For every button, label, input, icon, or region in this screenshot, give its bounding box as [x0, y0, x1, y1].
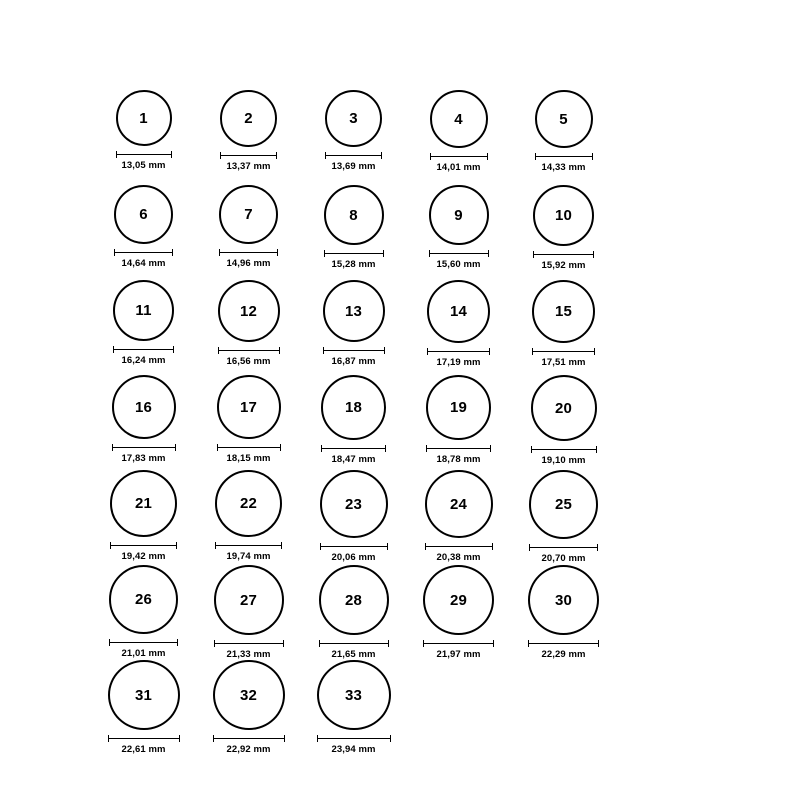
measure-bar [218, 350, 280, 351]
diameter-measure-line [529, 543, 598, 551]
ring-circle [532, 280, 595, 343]
ring-size-label: 5 [559, 110, 568, 128]
ring-circle [213, 660, 285, 730]
ring-size-cell [201, 565, 296, 660]
diameter-measure-line [423, 639, 494, 647]
diameter-measure-line [531, 445, 597, 453]
ring-circle [426, 375, 491, 440]
diameter-value: 18,47 mm [331, 454, 376, 465]
ring-size-cell [411, 375, 506, 470]
ring-size-cell [96, 90, 191, 185]
ring-size-label: 32 [239, 686, 258, 704]
measure-bar [214, 643, 284, 644]
diameter-measure-line [110, 541, 177, 549]
ring-circle [535, 90, 593, 148]
ring-circle [323, 280, 385, 342]
ring-circle [319, 565, 389, 635]
diameter-value: 17,19 mm [436, 357, 481, 368]
ring-size-label: 29 [449, 591, 468, 609]
diameter-measure-line [535, 152, 593, 160]
ring-circle [324, 185, 384, 245]
ring-size-label: 25 [554, 496, 573, 513]
measure-bar [217, 447, 281, 448]
measure-bar [533, 254, 594, 255]
ring-size-label: 4 [454, 110, 463, 128]
diameter-measure-line [528, 639, 599, 647]
ring-size-cell [306, 375, 401, 470]
ring-size-label: 7 [244, 206, 253, 223]
diameter-measure-line [215, 541, 282, 549]
diameter-measure-line [220, 151, 277, 159]
ring-size-label: 27 [239, 591, 258, 609]
diameter-value: 20,70 mm [541, 553, 586, 564]
ring-size-label: 10 [554, 207, 573, 224]
diameter-value: 14,33 mm [541, 162, 586, 173]
ring-size-cell [411, 90, 506, 185]
ring-circle [113, 280, 174, 341]
ring-size-cell [201, 90, 296, 185]
ring-circle [528, 565, 599, 635]
diameter-value: 19,42 mm [121, 551, 166, 562]
measure-bar [317, 738, 391, 739]
ring-circle [317, 660, 391, 730]
ring-size-label: 14 [449, 303, 468, 320]
ring-circle [114, 185, 173, 244]
ring-size-label: 18 [344, 399, 363, 416]
measure-bar [319, 643, 389, 644]
ring-circle [423, 565, 494, 635]
ring-size-cell [411, 565, 506, 660]
diameter-measure-line [217, 443, 281, 451]
ring-size-cell [411, 470, 506, 565]
ring-size-label: 31 [134, 686, 153, 704]
diameter-value: 23,94 mm [331, 744, 376, 755]
diameter-measure-line [112, 443, 176, 451]
ring-size-label: 13 [344, 302, 363, 320]
ring-size-cell [306, 90, 401, 185]
diameter-value: 21,33 mm [226, 649, 271, 660]
ring-size-cell [201, 185, 296, 280]
diameter-value: 16,56 mm [226, 356, 271, 367]
measure-bar [321, 448, 386, 449]
measure-bar [113, 349, 174, 350]
ring-circle [116, 90, 172, 146]
measure-bar [430, 156, 488, 157]
measure-bar [425, 546, 493, 547]
diameter-measure-line [214, 639, 284, 647]
ring-size-label: 19 [449, 399, 468, 416]
ring-size-cell [201, 375, 296, 470]
ring-size-cell [96, 185, 191, 280]
diameter-value: 21,01 mm [121, 648, 166, 659]
ring-circle [219, 185, 278, 244]
ring-size-cell [96, 470, 191, 565]
ring-size-cell [96, 280, 191, 375]
ring-circle [321, 375, 386, 440]
diameter-value: 22,61 mm [121, 744, 166, 755]
measure-bar [215, 545, 282, 546]
diameter-measure-line [429, 249, 489, 257]
ring-circle [320, 470, 388, 538]
ring-size-cell [516, 90, 611, 185]
ring-size-cell [96, 375, 191, 470]
ring-size-label: 22 [239, 495, 258, 512]
diameter-measure-line [320, 542, 388, 550]
ring-size-label: 30 [554, 591, 573, 609]
ring-circle [109, 565, 178, 634]
diameter-value: 17,83 mm [121, 453, 166, 464]
diameter-measure-line [427, 347, 490, 355]
ring-size-label: 21 [134, 495, 153, 512]
ring-size-cell [411, 280, 506, 375]
ring-size-cell [306, 280, 401, 375]
diameter-value: 22,29 mm [541, 649, 586, 660]
measure-bar [220, 155, 277, 156]
ring-size-label: 2 [244, 110, 253, 127]
measure-bar [116, 154, 172, 155]
ring-size-cell [411, 185, 506, 280]
ring-size-label: 1 [139, 109, 148, 127]
ring-circle [425, 470, 493, 538]
diameter-measure-line [321, 444, 386, 452]
diameter-value: 15,28 mm [331, 259, 376, 270]
measure-bar [325, 155, 382, 156]
measure-bar [114, 252, 173, 253]
ring-circle [215, 470, 282, 537]
diameter-measure-line [533, 250, 594, 258]
ring-circle [112, 375, 176, 439]
diameter-value: 15,60 mm [436, 259, 481, 270]
diameter-value: 13,69 mm [331, 161, 376, 172]
ring-size-cell [516, 375, 611, 470]
diameter-measure-line [426, 444, 491, 452]
diameter-value: 17,51 mm [541, 357, 586, 368]
ring-size-grid [96, 90, 716, 755]
measure-bar [109, 642, 178, 643]
ring-size-cell [201, 660, 296, 755]
ring-size-cell [96, 660, 191, 755]
measure-bar [324, 253, 384, 254]
ring-size-label: 11 [135, 302, 152, 319]
measure-bar [213, 738, 285, 739]
ring-size-cell [306, 185, 401, 280]
diameter-value: 20,06 mm [331, 552, 376, 563]
ring-circle [529, 470, 598, 539]
ring-size-cell [306, 660, 401, 755]
diameter-measure-line [218, 346, 280, 354]
diameter-measure-line [108, 734, 180, 742]
ring-circle [533, 185, 594, 246]
diameter-value: 13,05 mm [121, 160, 166, 171]
ring-size-label: 24 [449, 495, 468, 513]
ring-size-label: 20 [554, 399, 573, 417]
ring-size-label: 26 [134, 591, 153, 608]
ring-size-cell [201, 470, 296, 565]
measure-bar [426, 448, 491, 449]
ring-size-label: 3 [349, 110, 358, 127]
ring-size-cell [201, 280, 296, 375]
diameter-measure-line [317, 734, 391, 742]
ring-circle [220, 90, 277, 147]
ring-size-label: 6 [139, 206, 148, 223]
diameter-measure-line [425, 542, 493, 550]
diameter-value: 14,96 mm [226, 258, 271, 269]
ring-size-cell [96, 565, 191, 660]
measure-bar [320, 546, 388, 547]
measure-bar [112, 447, 176, 448]
measure-bar [535, 156, 593, 157]
ring-circle [429, 185, 489, 245]
ring-size-label: 9 [454, 206, 463, 224]
diameter-value: 18,78 mm [436, 454, 481, 465]
ring-size-label: 15 [554, 303, 573, 320]
measure-bar [423, 643, 494, 644]
ring-size-cell [516, 565, 611, 660]
ring-size-label: 17 [239, 398, 258, 416]
diameter-measure-line [324, 249, 384, 257]
diameter-value: 20,38 mm [436, 552, 481, 563]
diameter-value: 19,10 mm [541, 455, 586, 466]
ring-size-label: 33 [344, 686, 363, 704]
ring-size-cell [516, 280, 611, 375]
diameter-value: 19,74 mm [226, 551, 271, 562]
diameter-value: 21,97 mm [436, 649, 481, 660]
measure-bar [219, 252, 278, 253]
ring-size-cell [306, 470, 401, 565]
ring-circle [325, 90, 382, 147]
diameter-value: 22,92 mm [226, 744, 271, 755]
diameter-value: 16,24 mm [121, 355, 166, 366]
ring-size-label: 8 [349, 206, 358, 224]
diameter-measure-line [109, 638, 178, 646]
ring-circle [108, 660, 180, 730]
ring-size-label: 16 [134, 398, 153, 416]
diameter-measure-line [532, 347, 595, 355]
diameter-measure-line [430, 152, 488, 160]
diameter-value: 21,65 mm [331, 649, 376, 660]
measure-bar [323, 350, 385, 351]
diameter-measure-line [213, 734, 285, 742]
ring-circle [430, 90, 488, 148]
diameter-measure-line [113, 345, 174, 353]
diameter-value: 14,01 mm [436, 162, 481, 173]
ring-circle [110, 470, 177, 537]
ring-circle [427, 280, 490, 343]
diameter-measure-line [325, 151, 382, 159]
ring-size-cell [306, 565, 401, 660]
diameter-measure-line [319, 639, 389, 647]
diameter-value: 18,15 mm [226, 453, 271, 464]
ring-circle [217, 375, 281, 439]
diameter-value: 14,64 mm [121, 258, 166, 269]
ring-circle [214, 565, 284, 635]
diameter-value: 13,37 mm [226, 161, 271, 172]
diameter-measure-line [116, 150, 172, 158]
ring-circle [218, 280, 280, 342]
ring-size-label: 28 [344, 591, 363, 609]
measure-bar [528, 643, 599, 644]
measure-bar [429, 253, 489, 254]
measure-bar [531, 449, 597, 450]
ring-size-label: 12 [239, 302, 258, 320]
measure-bar [529, 547, 598, 548]
ring-size-cell [516, 185, 611, 280]
ring-size-cell [516, 470, 611, 565]
ring-size-label: 23 [344, 495, 363, 513]
measure-bar [532, 351, 595, 352]
diameter-value: 16,87 mm [331, 356, 376, 367]
diameter-measure-line [114, 248, 173, 256]
diameter-measure-line [323, 346, 385, 354]
diameter-measure-line [219, 248, 278, 256]
measure-bar [108, 738, 180, 739]
measure-bar [110, 545, 177, 546]
measure-bar [427, 351, 490, 352]
ring-circle [531, 375, 597, 441]
diameter-value: 15,92 mm [541, 260, 586, 271]
